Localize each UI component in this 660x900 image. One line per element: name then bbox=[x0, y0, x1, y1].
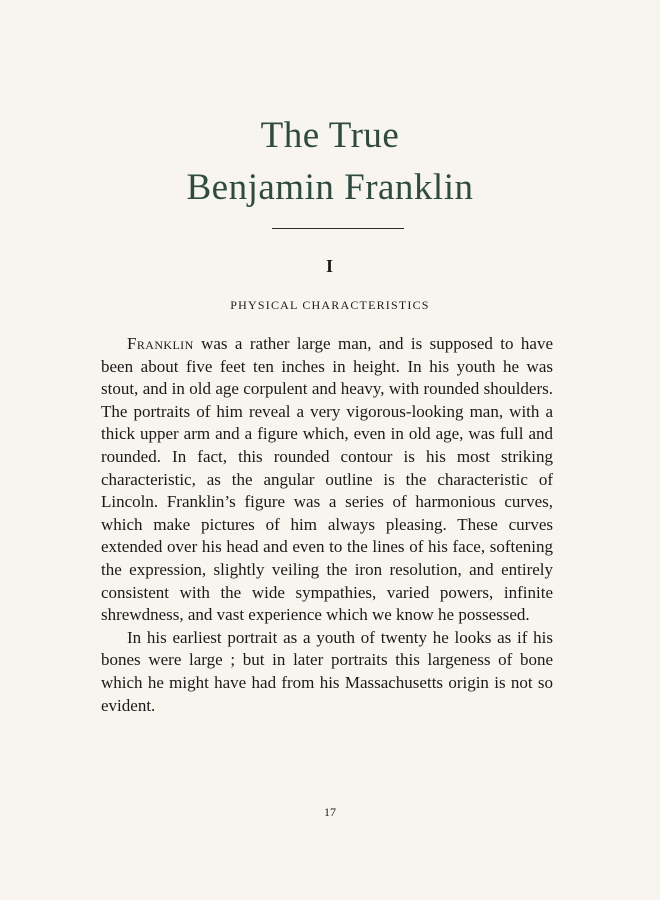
chapter-numeral: I bbox=[325, 256, 334, 276]
paragraph-1-text: was a rather large man, and is supposed to have been about five feet ten inches in height. In his youth he was stout, and in old age corpulent and heavy, with rounded shoulders. The portraits of him reveal a very vigorous-looking man, with a thick upper arm and a figure which, even in old age, was full and rounded. In fact, this rounded contour is his most striking characteristic, as the angular outline is the characteristic of Lincoln. Franklin’s figure was a series of harmonious curves, which make pictures of him always pleasing. These curves extended over his head and even to the lines of his face, softening the expression, slightly veiling the iron resolution, and entirely consistent with the wide sympathies, varied powers, infinite shrewdness, and vast experience which we know he possessed. bbox=[101, 334, 553, 625]
paragraph-1 bbox=[101, 333, 553, 627]
page-number: 17 bbox=[324, 805, 336, 819]
body-text bbox=[101, 333, 553, 717]
paragraph-1-lead-word: Franklin bbox=[127, 334, 194, 353]
book-title-line-1: The True bbox=[260, 115, 400, 156]
chapter-heading: PHYSICAL CHARACTERISTICS bbox=[230, 298, 430, 312]
book-title-line-2: Benjamin Franklin bbox=[186, 167, 474, 208]
paragraph-2: In his earliest portrait as a youth of twenty he looks as if his bones were large ; but in later portraits this largeness of bone which he might have had from his Massachusetts origin is not so evident. bbox=[101, 627, 553, 715]
book-title bbox=[0, 110, 660, 214]
title-divider-rule bbox=[272, 228, 404, 229]
